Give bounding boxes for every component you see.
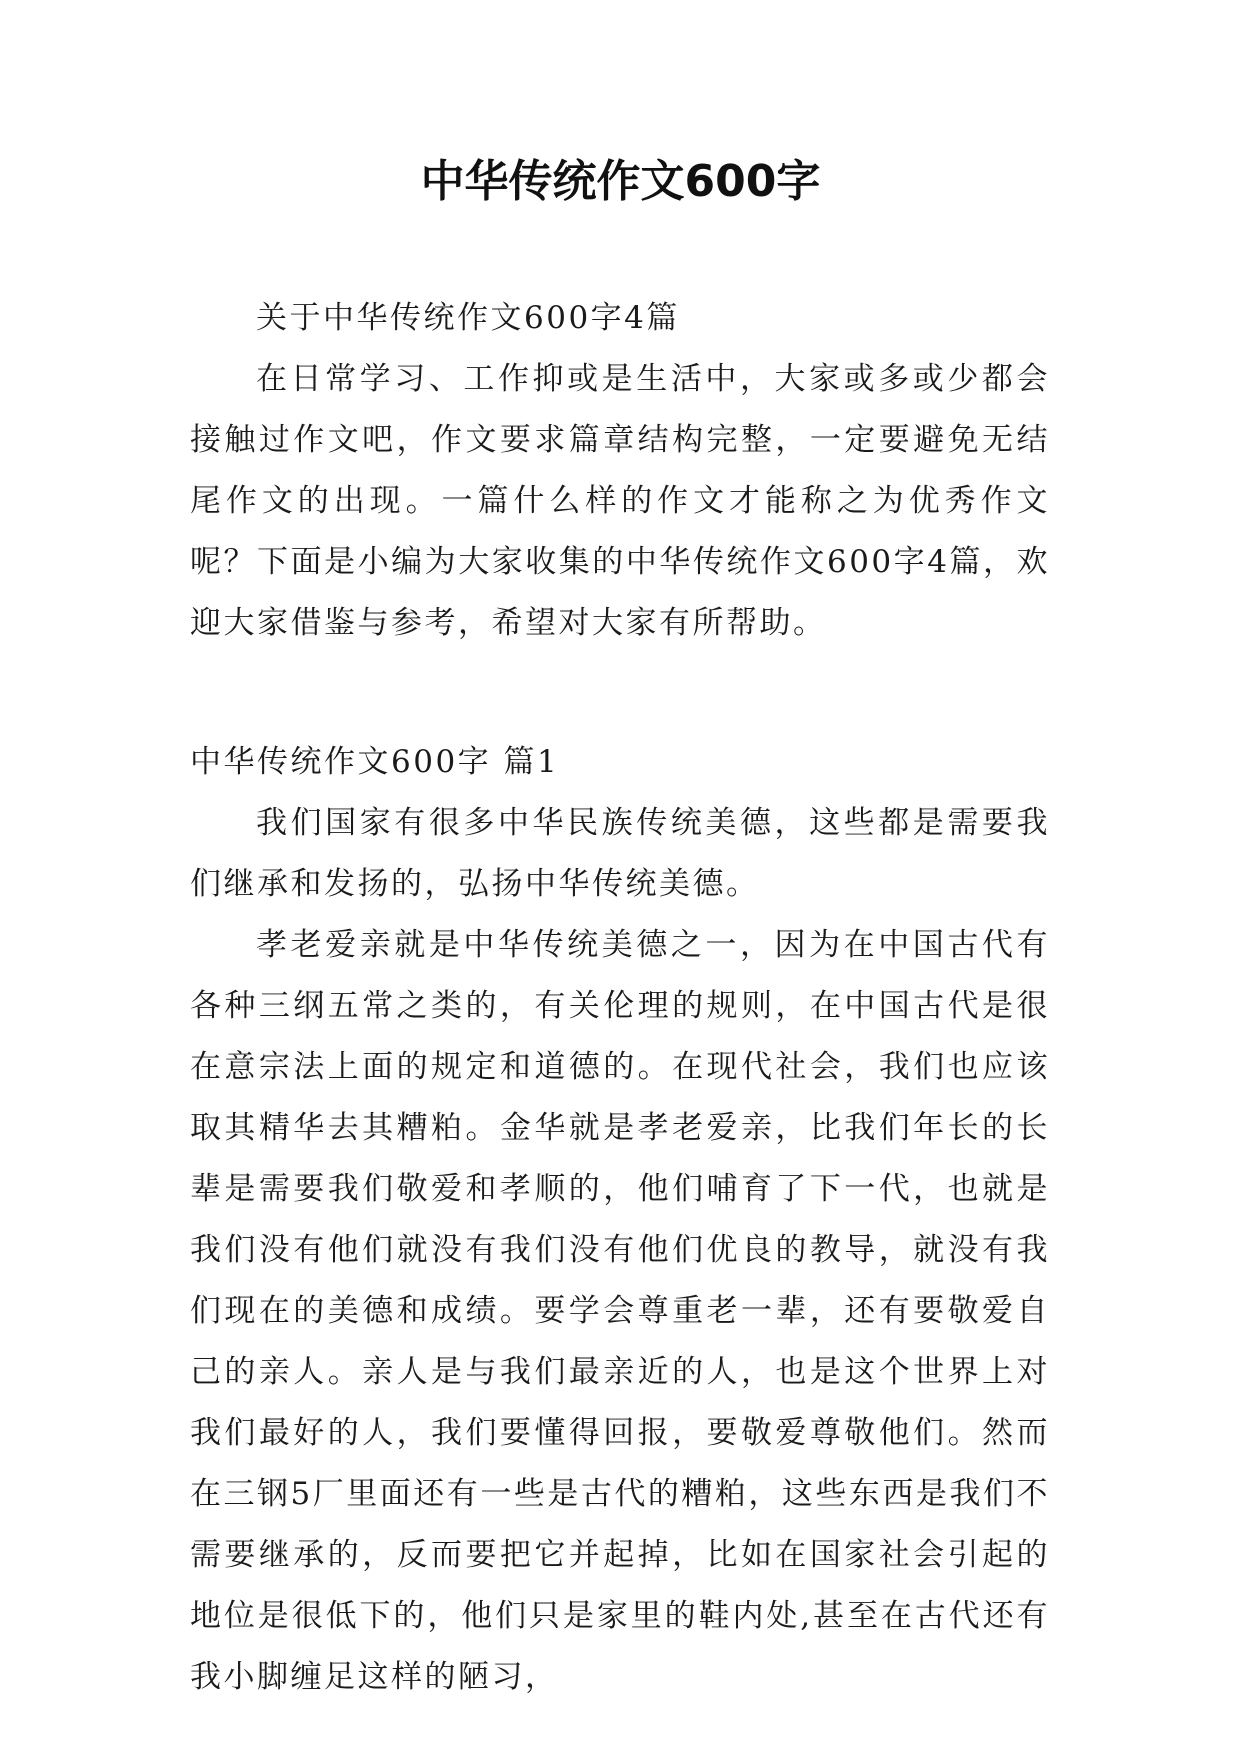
body-paragraph-2: 孝老爱亲就是中华传统美德之一，因为在中国古代有各种三纲五常之类的，有关伦理的规则，在中国古代是很在意宗法上面的规定和道德的。在现代社会，我们也应该取其精华去其糟粕。金华就是孝老爱亲，比我们年长的长辈是需要我们敬爱和孝顺的，他们哺育了下一代，也就是我们没有他们就没有我们没有他们优良的教导，就没有我们现在的美德和成绩。要学会尊重老一辈，还有要敬爱自己的亲人。亲人是与我们最亲近的人，也是这个世界上对我们最好的人，我们要懂得回报，要敬爱尊敬他们。然而在三钢5厂里面还有一些是古代的糟粕，这些东西是我们不需要继承的，反而要把它并起掉，比如在国家社会引起的地位是很低下的，他们只是家里的鞋内处,甚至在古代还有我小脚缠足这样的陋习，: [190, 927, 1050, 1695]
section-heading: 中华传统作文600字 篇1: [190, 744, 560, 780]
intro-paragraph: 在日常学习、工作抑或是生活中，大家或多或少都会接触过作文吧，作文要求篇章结构完整，一定要避免无结尾作文的出现。一篇什么样的作文才能称之为优秀作文呢？下面是小编为大家收集的中华传统作文600字4篇，欢迎大家借鉴与参考，希望对大家有所帮助。: [190, 361, 1050, 641]
body-paragraph-1: 我们国家有很多中华民族传统美德，这些都是需要我们继承和发扬的，弘扬中华传统美德。: [190, 805, 1050, 902]
document-title: 中华传统作文600字: [420, 156, 821, 207]
section-spacer: [190, 654, 1050, 732]
document-subtitle: 关于中华传统作文600字4篇: [256, 300, 680, 336]
document-body: [190, 288, 1050, 1708]
